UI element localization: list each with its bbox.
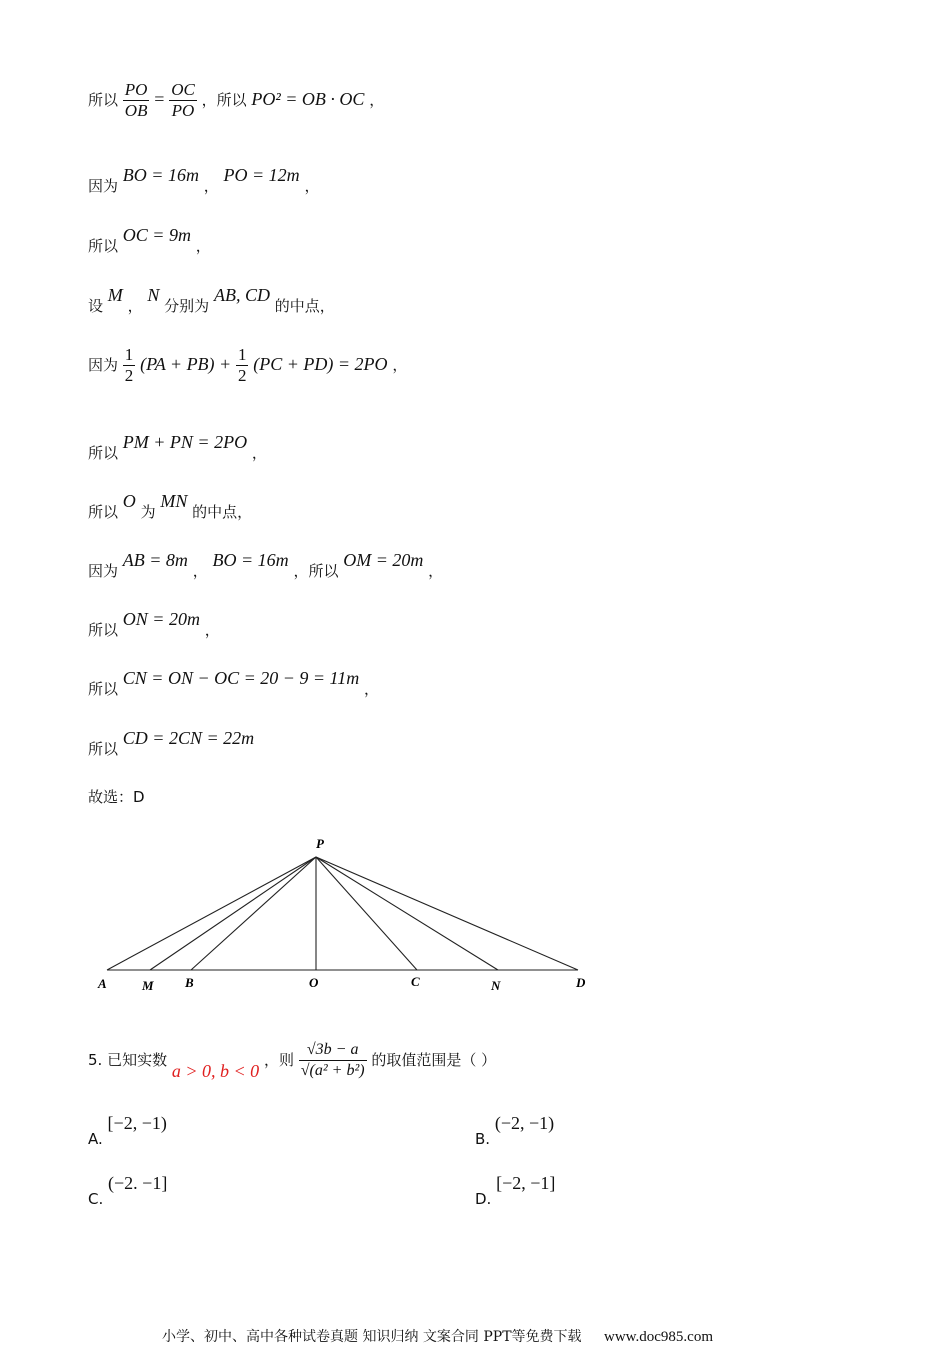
label-a: A <box>98 976 107 991</box>
page-footer <box>162 1326 713 1346</box>
solution-line-9: 所以 ON = 20m ， <box>88 609 220 639</box>
segment-pa <box>107 857 316 970</box>
label-n: N <box>491 978 501 993</box>
math-expression: OC = 9m <box>122 225 191 245</box>
math-expression: PM + PN = 2PO <box>122 432 248 452</box>
target-fraction: $\frac{√3b - a}{\text{√(a² + b²)}}$ <box>300 1041 365 1079</box>
segment-pd <box>316 857 578 970</box>
option-c[interactable]: C. (−2. −1] <box>88 1173 168 1208</box>
segment-pn <box>316 857 498 970</box>
option-d[interactable]: D. [−2, −1] <box>475 1173 556 1208</box>
solution-line-3: 所以 OC = 9m ， <box>88 225 211 255</box>
question-5-stem: 5. 已知实数 a > 0, b < 0 ，则 $\frac{√3b - a}{\text{√(a² + b²)}}$ 的取值范围是（ ） <box>88 1041 497 1081</box>
solution-line-8: 因为 AB = 8m ， BO = 16m ，所以 OM = 20m ， <box>88 550 444 580</box>
math-expression: (PA + PB) + <box>140 354 232 374</box>
fraction-oc-po: $\frac{OC}{PO}$ <box>171 80 195 120</box>
answer-line: 故选：D <box>88 788 145 806</box>
solution-line-6: 所以 PM + PN = 2PO ， <box>88 432 267 462</box>
geometry-figure <box>90 830 600 1000</box>
label-d: D <box>576 975 586 990</box>
math-expression: BO = 16m <box>122 165 199 185</box>
fraction-half: $\frac{1}{2}$ <box>237 345 247 385</box>
solution-line-1: 所以 $\frac{PO}{OB}$ = $\frac{OC}{PO}$ ，所以 PO² = OB · OC ， <box>88 80 385 120</box>
condition-expression: a > 0, b < 0 <box>171 1061 260 1081</box>
solution-line-11: 所以 CD = 2CN = 22m <box>88 728 255 758</box>
segment-pb <box>191 857 316 970</box>
fraction-po-ob: $\frac{PO}{OB}$ <box>124 80 148 120</box>
fraction-half: $\frac{1}{2}$ <box>124 345 134 385</box>
label-m: M <box>142 978 154 993</box>
solution-line-4: 设 M ， N 分别为 AB, CD 的中点， <box>88 285 335 315</box>
option-b[interactable]: B. (−2, −1) <box>475 1113 555 1148</box>
math-expression: PO² = OB · OC <box>251 89 365 109</box>
label-c: C <box>411 974 420 989</box>
solution-line-2: 因为 BO = 16m ， PO = 12m ， <box>88 165 320 195</box>
label-o: O <box>309 975 319 990</box>
segment-pm <box>150 857 316 970</box>
segment-pc <box>316 857 417 970</box>
label-b: B <box>185 975 194 990</box>
math-expression: PO = 12m <box>223 165 300 185</box>
footer-site-link[interactable]: www.doc985.com <box>603 1329 713 1345</box>
label-p: P <box>316 836 324 851</box>
solution-line-5: 因为 $\frac{1}{2}$ (PA + PB) + $\frac{1}{2}$ (PC + PD) = 2PO ， <box>88 345 408 385</box>
text-prefix: 所以 <box>88 91 119 109</box>
option-a[interactable]: A. [−2, −1) <box>88 1113 167 1148</box>
solution-line-7: 所以 O 为 MN 的中点， <box>88 491 253 521</box>
solution-line-10: 所以 CN = ON − OC = 20 − 9 = 11m ， <box>88 668 380 698</box>
footer-text: 小学、初中、高中各种试卷真题 知识归纳 文案合同 PPT等免费下载 <box>162 1329 582 1345</box>
math-expression: (PC + PD) = 2PO <box>253 354 388 374</box>
